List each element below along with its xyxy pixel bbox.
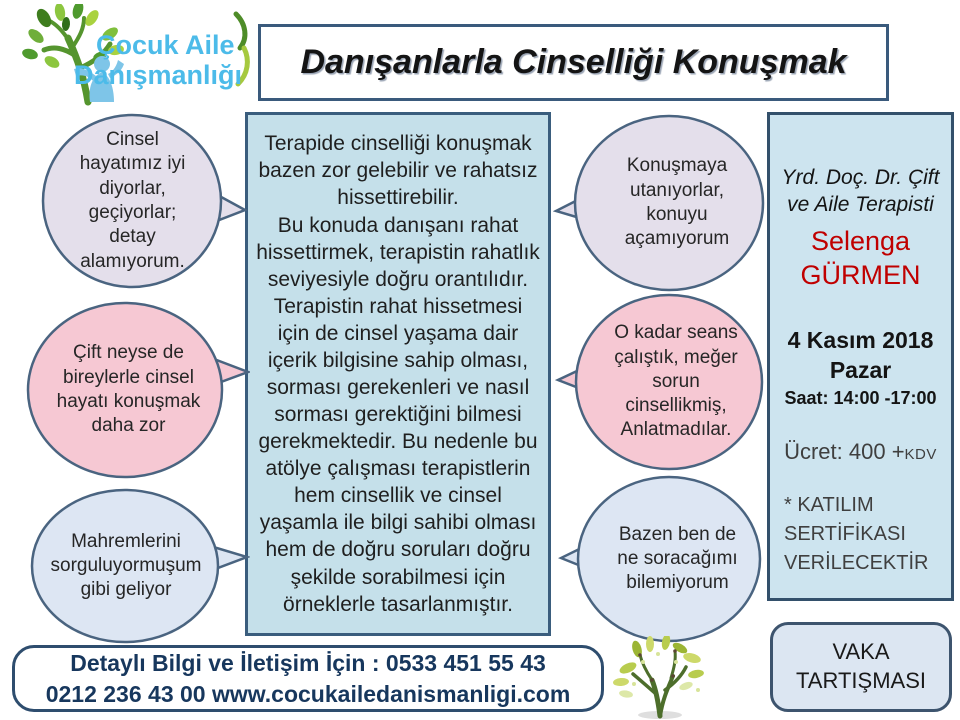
description-box	[245, 112, 551, 636]
speech-bubble-right-2	[555, 292, 765, 472]
speech-bubble-text: Cinsel hayatımız iyi diyorlar, geçiyorlar; detay alamıyorum.	[79, 129, 186, 272]
event-date: 4 Kasım 2018 Pazar	[787, 327, 934, 383]
footer-tree-icon	[610, 636, 710, 720]
logo	[14, 4, 254, 106]
fee-amount: Ücret: 400 +	[784, 439, 905, 465]
case-discussion-label: VAKA TARTIŞMASI	[796, 639, 926, 693]
speech-bubble-text: Konuşmaya utanıyorlar, konuyu açamıyorum	[624, 155, 730, 250]
speech-bubble-left-3	[30, 487, 250, 645]
speech-bubble-text: Çift neyse de bireylerle cinsel hayatı konuşmak daha zor	[56, 342, 201, 437]
logo-text-line1: Çocuk Aile	[96, 30, 235, 60]
contact-line2: 0212 236 43 00 www.cocukailedanismanligi.com	[45, 680, 571, 707]
description-paragraph: Terapide cinselliği konuşmak bazen zor gelebilir ve rahatsız hissettirebilir.	[258, 132, 538, 210]
speaker-title: Yrd. Doç. Dr. Çift ve Aile Terapisti	[781, 166, 940, 216]
event-info-panel	[767, 112, 954, 601]
fee-tax-suffix: KDV	[904, 446, 937, 464]
event-fee	[784, 439, 937, 465]
speech-bubble-left-2	[25, 300, 250, 480]
title-box	[258, 24, 889, 101]
description-paragraph: Bu konuda danışanı rahat hissettirmek, terapistin rahatlık seviyesiyle doğru orantılıdır.	[256, 213, 540, 291]
speech-bubble-right-3	[558, 474, 765, 644]
speaker-name: Selenga GÜRMEN	[800, 225, 921, 290]
event-time: Saat: 14:00 -17:00	[784, 388, 937, 409]
case-discussion-box	[770, 622, 952, 712]
speech-bubble-right-1	[553, 113, 765, 293]
contact-line1: Detaylı Bilgi ve İletişim İçin : 0533 451 55 43	[70, 650, 546, 677]
speech-bubble-text: Bazen ben de ne soracağımı bilemiyorum	[617, 523, 738, 594]
speech-bubble-left-1	[40, 112, 247, 290]
page-title: Danışanlarla Cinselliği Konuşmak	[300, 43, 847, 81]
logo-text-line2: Danışmanlığı	[74, 60, 243, 90]
description-paragraph: Terapistin rahat hissetmesi için de cinsel yaşama dair içerik bilgisine sahip olması, sorması gerekenleri ve nasıl sorması gerektiğini bilmesi gerekmektedir. Bu nedenle bu atölye çalışması terapistlerin hem cinsellik ve cinsel yaşamla ile bilgi sahibi olması hem de doğru soruları doğru şekilde sorabilmesi için örneklerle tasarlanmıştır.	[258, 294, 538, 616]
certificate-note: * KATILIM SERTİFİKASI VERİLECEKTİR	[784, 494, 929, 575]
speech-bubble-text: Mahremlerini sorguluyormuşum gibi geliyor	[50, 530, 202, 601]
speech-bubble-text: O kadar seans çalıştık, meğer sorun cinsellikmiş, Anlatmadılar.	[614, 322, 738, 441]
contact-box	[12, 645, 604, 712]
